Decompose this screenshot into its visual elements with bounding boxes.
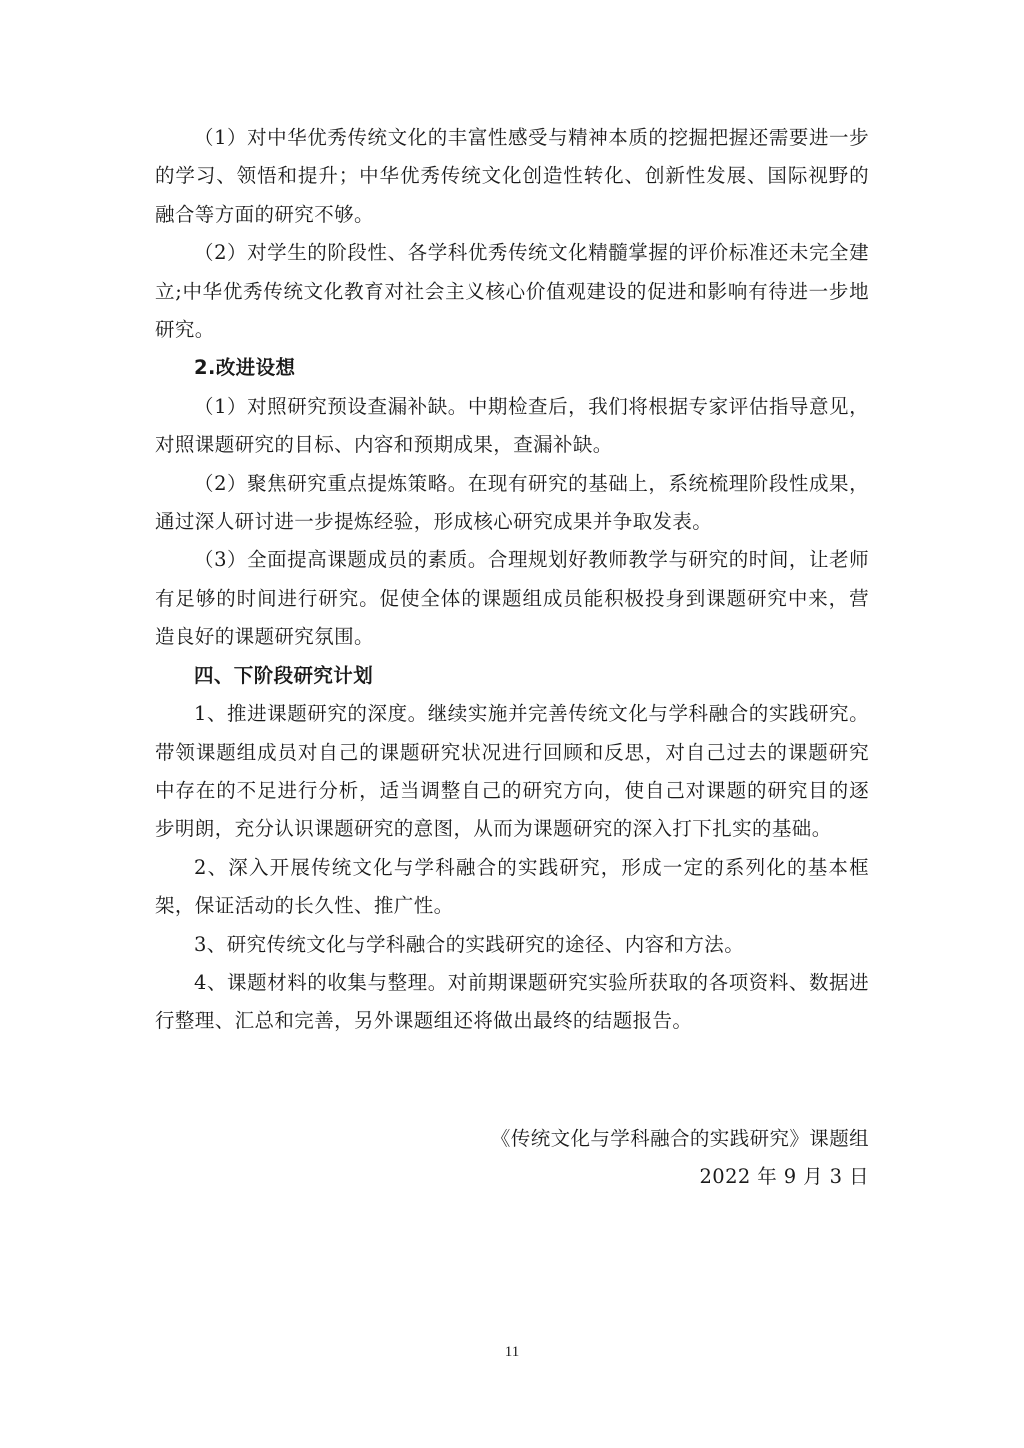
paragraph-issue-1: （1）对中华优秀传统文化的丰富性感受与精神本质的挖掘把握还需要进一步的学习、领悟和提升；中华优秀传统文化创造性转化、创新性发展、国际视野的融合等方面的研究不够。	[155, 126, 869, 226]
paragraph-improvement-2: （2）聚焦研究重点提炼策略。在现有研究的基础上，系统梳理阶段性成果，通过深人研讨进一步提炼经验，形成核心研究成果并争取发表。	[155, 471, 869, 534]
document-body	[155, 119, 869, 1041]
signature-group: 《传统文化与学科融合的实践研究》课题组	[490, 1127, 869, 1150]
paragraph-plan-4: 4、课题材料的收集与整理。对前期课题研究实验所获取的各项资料、数据进行整理、汇总和完善，另外课题组还将做出最终的结题报告。	[155, 970, 869, 1033]
signature-block	[491, 1120, 869, 1197]
paragraph-plan-2: 2、深入开展传统文化与学科融合的实践研究，形成一定的系列化的基本框架，保证活动的长久性、推广性。	[155, 855, 869, 918]
heading-improvement-ideas: 2.改进设想	[194, 356, 296, 380]
signature-date: 2022 年 9 月 3 日	[699, 1165, 869, 1189]
page-number: 11	[504, 1344, 520, 1360]
paragraph-plan-3: 3、研究传统文化与学科融合的实践研究的途径、内容和方法。	[194, 932, 745, 956]
paragraph-improvement-3: （3）全面提高课题成员的素质。合理规划好教师教学与研究的时间，让老师有足够的时间进行研究。促使全体的课题组成员能积极投身到课题研究中来，营造良好的课题研究氛围。	[155, 548, 869, 649]
paragraph-plan-1: 1、推进课题研究的深度。继续实施并完善传统文化与学科融合的实践研究。带领课题组成员对自己的课题研究状况进行回顾和反思，对自己过去的课题研究中存在的不足进行分析，适当调整自己的研究方向，使自己对课题的研究目的逐步明朗，充分认识课题研究的意图，从而为课题研究的深入打下扎实的基础。	[155, 702, 869, 841]
paragraph-issue-2: （2）对学生的阶段性、各学科优秀传统文化精髓掌握的评价标准还未完全建立;中华优秀传统文化教育对社会主义核心价值观建设的促进和影响有待进一步地研究。	[155, 241, 869, 342]
paragraph-improvement-1: （1）对照研究预设查漏补缺。中期检查后，我们将根据专家评估指导意见，对照课题研究的目标、内容和预期成果，查漏补缺。	[155, 394, 869, 457]
heading-next-stage-plan: 四、下阶段研究计划	[194, 663, 374, 687]
